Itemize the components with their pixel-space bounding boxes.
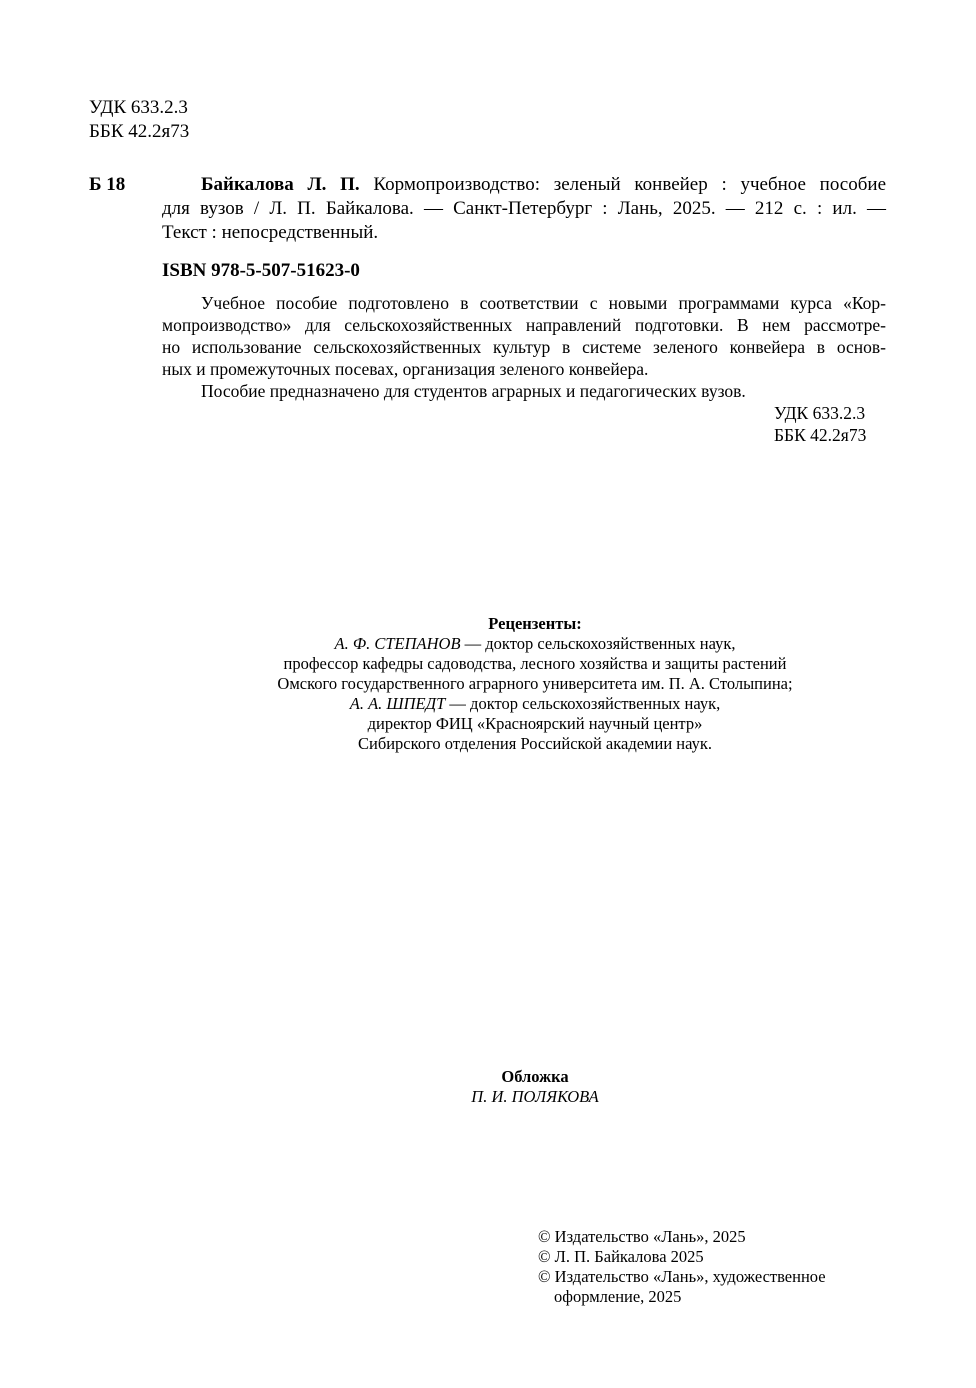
reviewer-line: профессор кафедры садоводства, лесного хозяйства и защиты растений [283,654,787,673]
reviewer-name: А. Ф. СТЕПАНОВ [334,634,461,653]
copyright-line: © Издательство «Лань», художественное [538,1267,826,1286]
udk-code: УДК 633.2.3 [774,403,866,423]
bibliographic-line: для вузов / Л. П. Байкалова. — Санкт-Петербург : Лань, 2025. — 212 с. : ил. — [162,198,886,219]
isbn: ISBN 978-5-507-51623-0 [162,260,360,281]
bbk-code: ББК 42.2я73 [89,121,190,142]
classification-block-right [774,402,866,446]
reviewer-line [47,634,976,654]
annotation-line: Пособие предназначено для студентов аграрных и педагогических вузов. [201,381,746,401]
copyright-line: © Л. П. Байкалова 2025 [538,1247,704,1266]
bibliographic-entry [162,173,886,245]
reviewer-degree: — доктор сельскохозяйственных наук, [460,634,736,653]
cover-heading: Обложка [501,1067,569,1086]
title-text: Кормопроизводство: зеленый конвейер : учебное пособие [359,174,887,195]
reviewer-line: Омского государственного аграрного университета им. П. А. Столыпина; [277,674,793,693]
copyright-line: оформление, 2025 [554,1287,682,1306]
copyright-line: © Издательство «Лань», 2025 [538,1227,746,1246]
bibliographic-line: Текст : непосредственный. [162,222,379,243]
cover-designer: П. И. ПОЛЯКОВА [471,1087,599,1106]
annotation [162,292,886,402]
bibliographic-line [162,173,886,197]
reviewers-block [0,614,976,754]
annotation-line: мопроизводство» для сельскохозяйственных направлений подготовки. В нем рассмотре- [162,315,886,335]
copyright-block [538,1227,826,1307]
reviewer-line: Сибирского отделения Российской академии наук. [358,734,712,753]
reviewer-line [47,694,976,714]
bbk-code: ББК 42.2я73 [774,425,867,445]
author-mark: Б 18 [89,174,126,195]
annotation-line: ных и промежуточных посевах, организация зеленого конвейера. [162,359,649,379]
author-name: Байкалова Л. П. [201,174,360,195]
annotation-line: но использование сельскохозяйственных культур в системе зеленого конвейера в основ- [162,337,886,357]
reviewer-line: директор ФИЦ «Красноярский научный центр» [367,714,703,733]
classification-block-top [89,96,189,144]
annotation-line: Учебное пособие подготовлено в соответствии с новыми программами курса «Кор- [201,293,886,313]
reviewer-degree: — доктор сельскохозяйственных наук, [445,694,721,713]
reviewer-name: А. А. ШПЕДТ [349,694,446,713]
cover-credit [0,1067,976,1107]
reviewers-heading: Рецензенты: [488,614,582,633]
udk-code: УДК 633.2.3 [89,97,188,118]
